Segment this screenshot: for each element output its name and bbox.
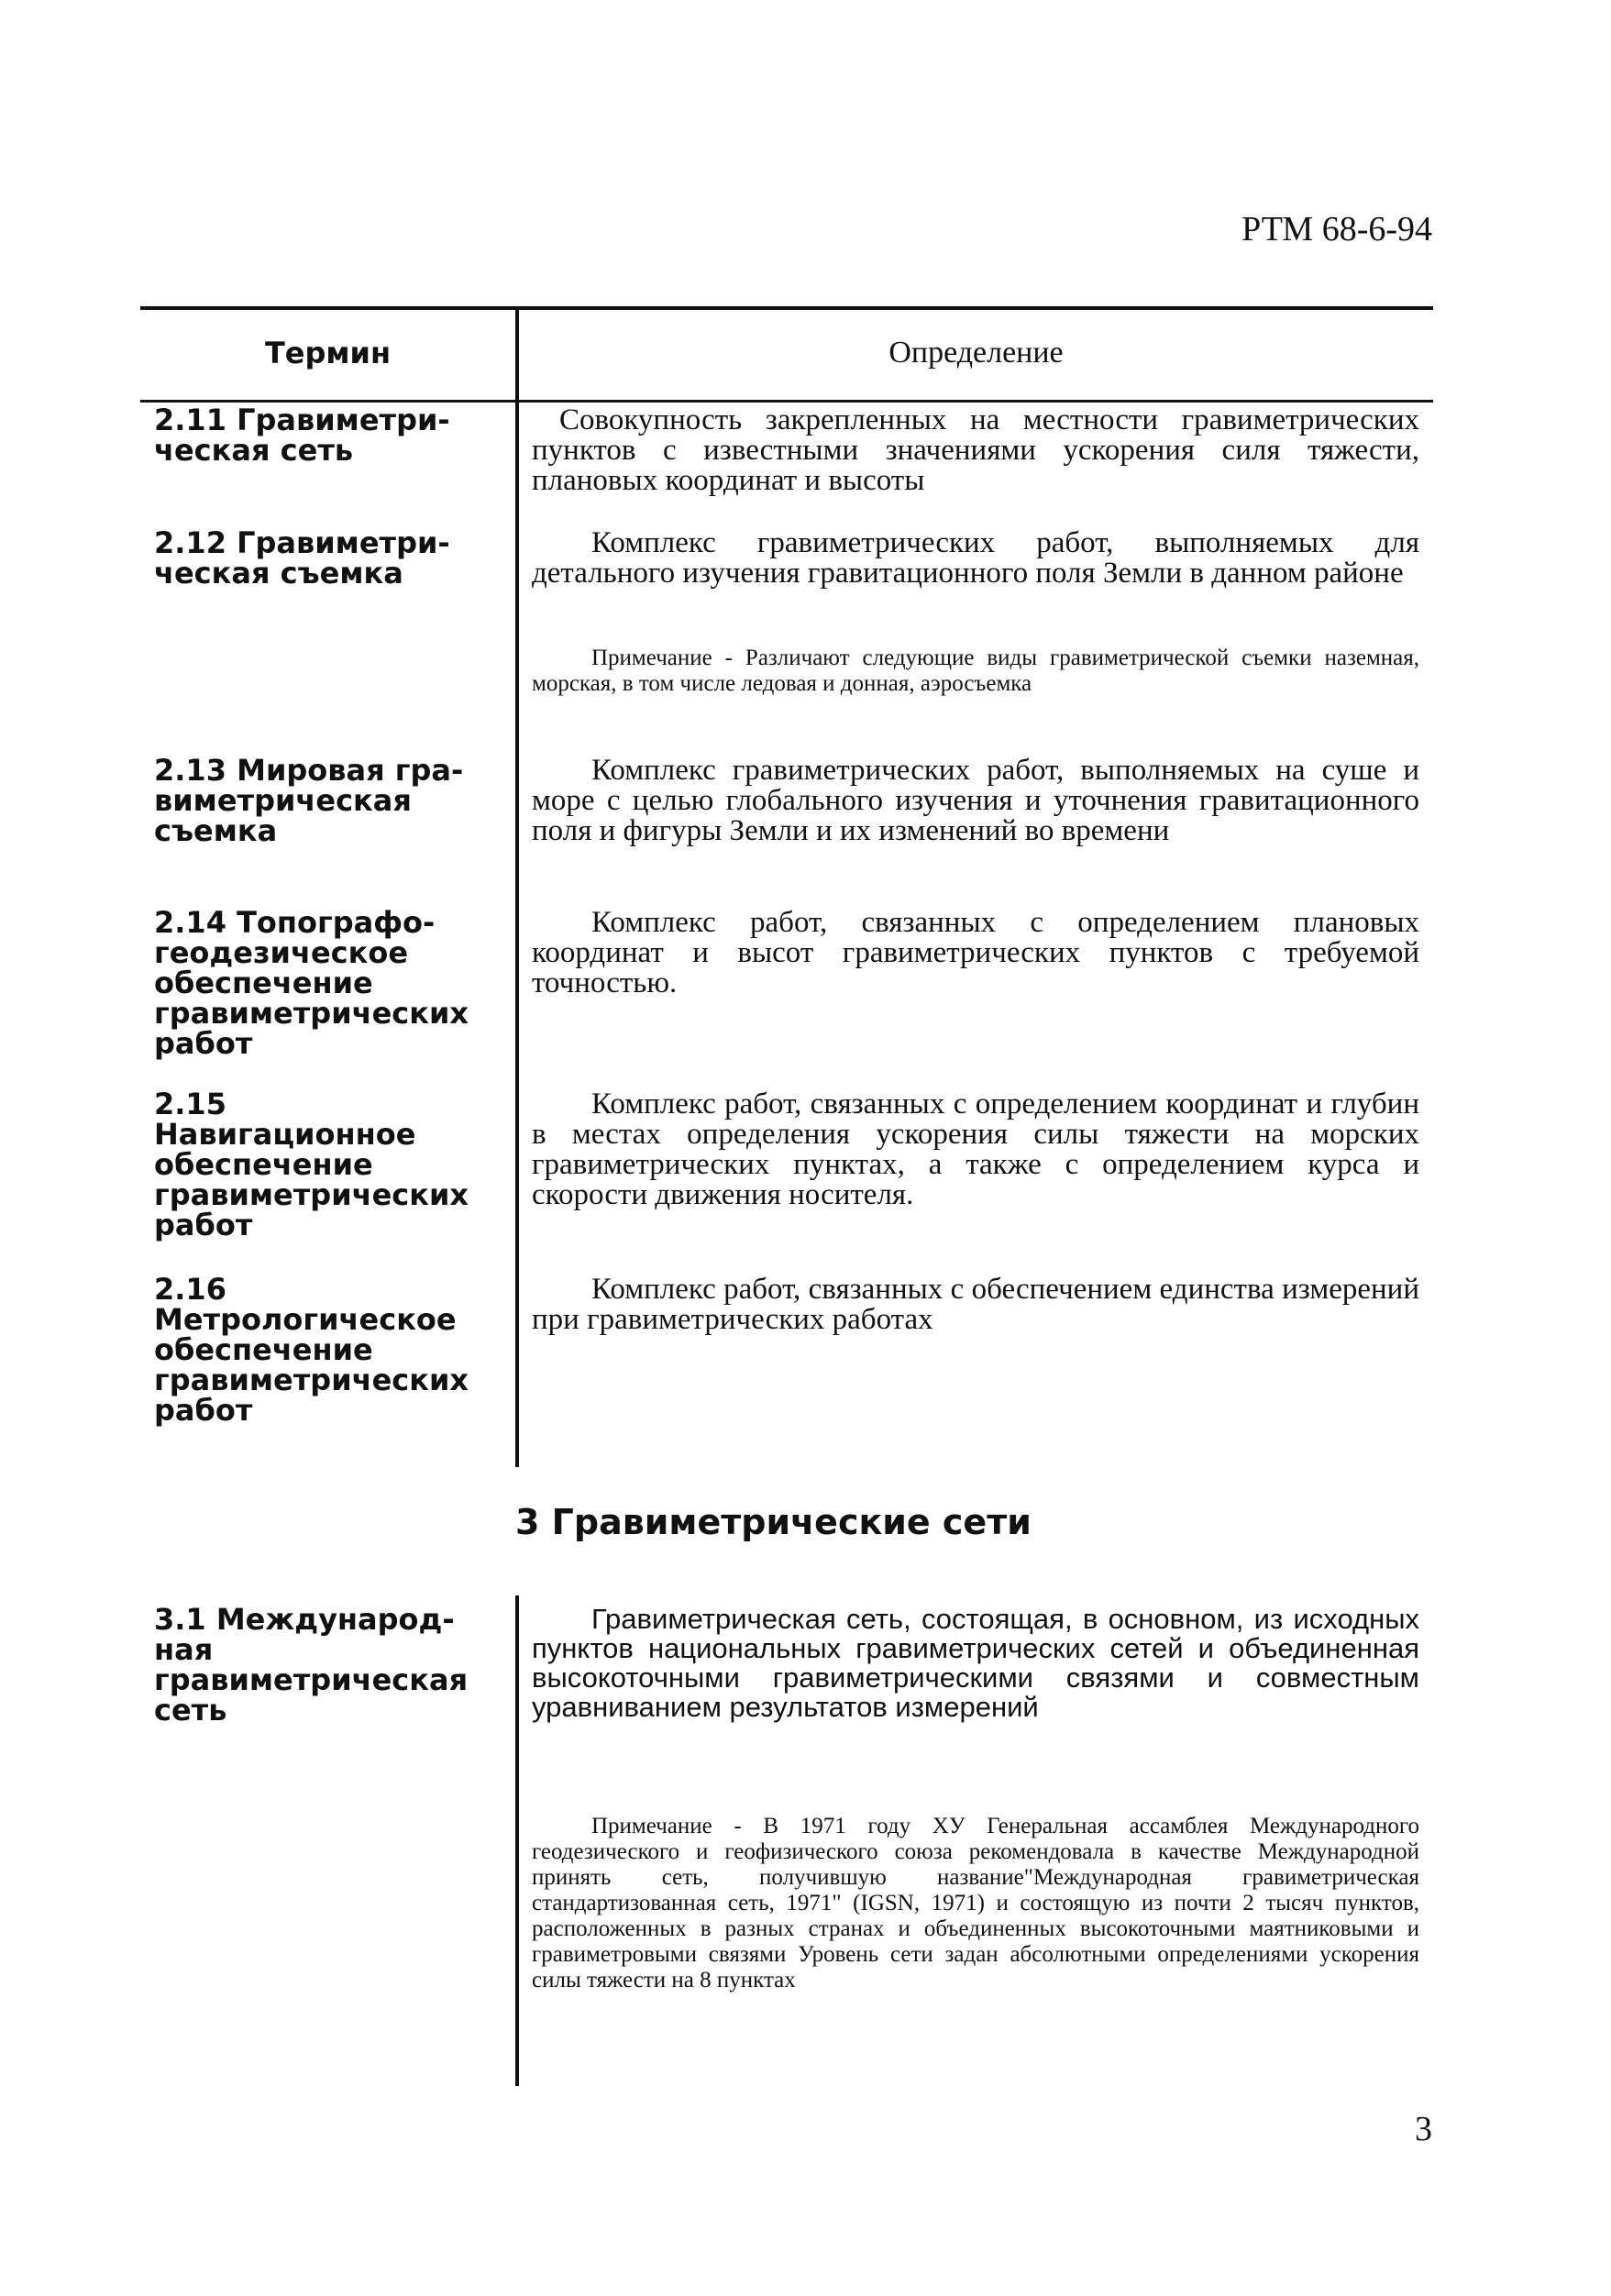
definition-2-11: Совокупность закрепленных на местности гравиметрических пунктов с известными значениями ускорения силя тяжести, плановых координат и высоты (532, 403, 1419, 497)
definition-2-15: Комплекс работ, связанных с определением координат и глубин в местах определения ускорения силы тяжести на морских гравиметрических пунктах, а также с определением курса и скорости движения носителя. (532, 1087, 1419, 1211)
table-top-rule (140, 306, 1433, 310)
table-column-divider (515, 306, 519, 1467)
definition-2-16: Комплекс работ, связанных с обеспечением единства измерений при гравиметрических работах (532, 1273, 1419, 1336)
term-2-15: 2.15 Навигационное обеспечение гравиметрических работ (154, 1087, 469, 1242)
term-2-13: 2.13 Мировая гра- виметрическая съемка (154, 753, 464, 848)
definition-3-1: Гравиметрическая сеть, состоящая, в основном, из исходных пунктов национальных гравиметрических сетей и объединенная высокоточными гравиметрическими связями и совместным уравниванием результатов измерений (532, 1603, 1419, 1723)
page-number: 3 (1415, 2110, 1432, 2148)
term-3-1: 3.1 Международ- ная гравиметрическая сеть (154, 1602, 469, 1728)
definition-2-13: Комплекс гравиметрических работ, выполняемых на суше и море с целью глобального изучения и уточнения гравитационного поля и фигуры Земли и их изменений во времени (532, 754, 1419, 847)
document-code: РТМ 68-6-94 (1241, 210, 1432, 248)
section-heading: 3 Гравиметрические сети (515, 1502, 1032, 1542)
term-2-14: 2.14 Топографо- геодезическое обеспечение гравиметрических работ (154, 905, 469, 1061)
term-2-11: 2.11 Гравиметри- ческая сеть (154, 403, 450, 468)
term-2-12: 2.12 Гравиметри- ческая съемка (154, 525, 450, 591)
definition-2-12: Комплекс гравиметрических работ, выполняемых для детального изучения гравитационного поля Земли в данном районе (532, 526, 1419, 590)
definition-2-14: Комплекс работ, связанных с определением плановых координат и высот гравиметрических пунктов с требуемой точностью. (532, 906, 1419, 999)
term-2-16: 2.16 Метрологическое обеспечение гравиметрических работ (154, 1272, 469, 1428)
note-2-12: Примечание - Различают следующие виды гравиметрической съемки наземная, морская, в том числе ледовая и донная, аэросъемка (532, 646, 1419, 696)
column-header-definition: Определение (888, 336, 1064, 370)
note-3-1: Примечание - В 1971 году ХУ Генеральная ассамблея Международного геодезического и геофизического союза рекомендовала в качестве Международной принять сеть, получившую название"Международная гравиметрическая стандартизованная сеть, 1971" (IGSN, 1971) и состоящую из почти 2 тысяч пунктов, расположенных в разных странах и объединенных высокоточными маятниковыми и гравиметровыми связями Уровень сети задан абсолютными определениями ускорения силы тяжести на 8 пунктах (532, 1814, 1419, 1992)
column-header-term: Термин (264, 336, 392, 370)
section-column-divider (515, 1595, 519, 2086)
